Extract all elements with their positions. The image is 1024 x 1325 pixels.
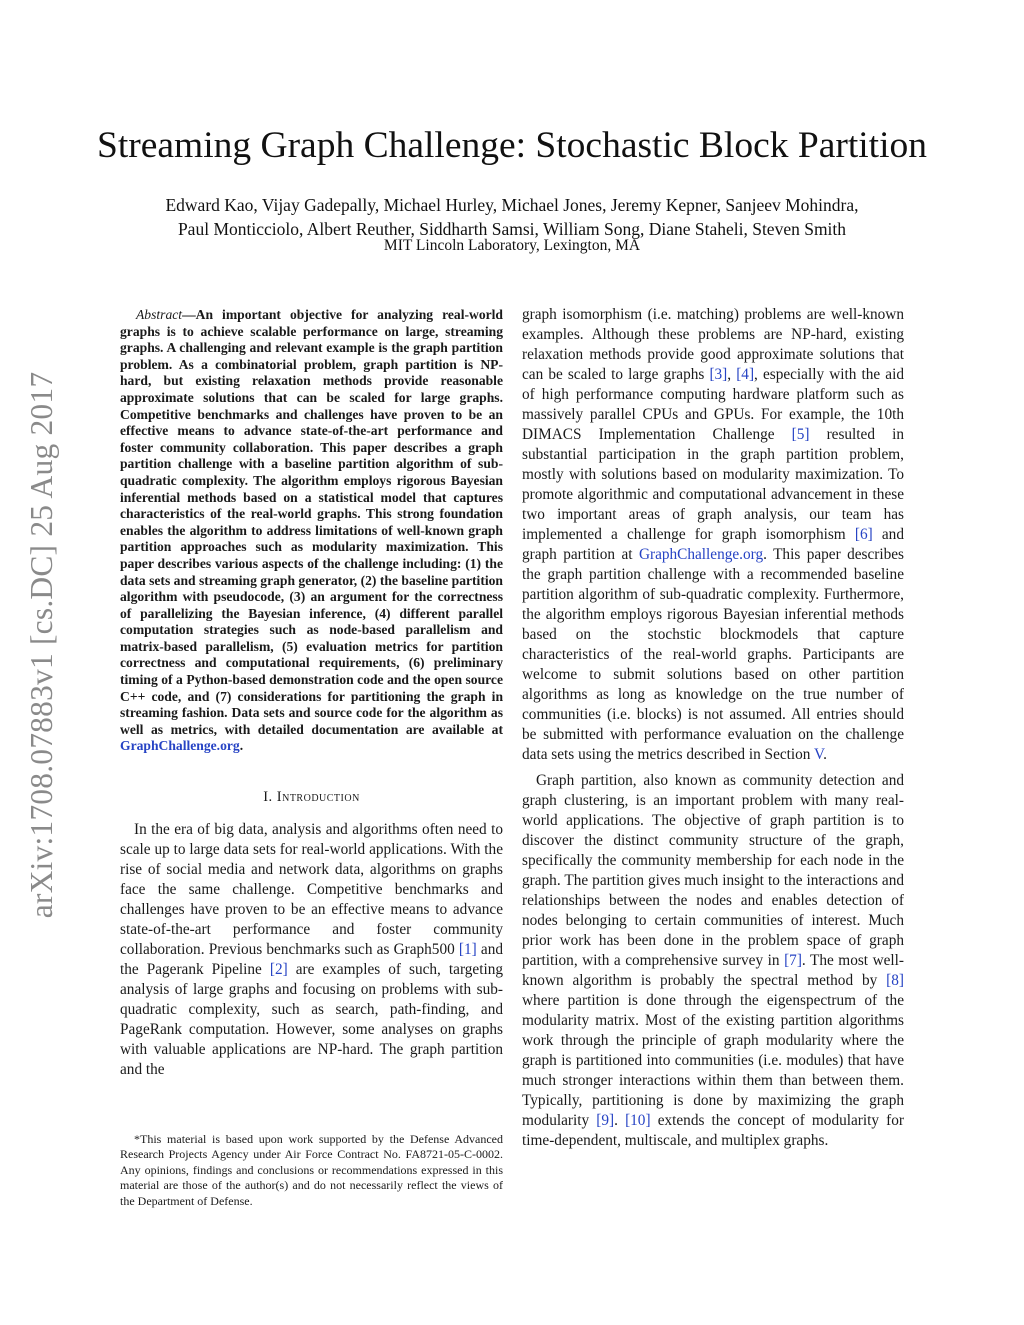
left-column	[120, 307, 503, 1080]
right-column	[522, 305, 904, 1151]
citation-link[interactable]: [6]	[854, 526, 873, 543]
abstract-text: —An important objective for analyzing real-world graphs is to achieve scalable performance on large, streaming graphs. A challenging and relevant example is the graph partition problem. As a combinatorial problem, graph partition is NP-hard, but existing relaxation methods provide reasonable approximate solutions that can be scaled for large graphs. Competitive benchmarks and challenges have proven to be an effective means to advance state-of-the-art performance and foster community collaboration. This paper describes a graph partition challenge with a baseline partition algorithm of sub-quadratic complexity. The algorithm employs rigorous Bayesian inferential methods based on a statistical model that captures characteristics of the real-world graphs. This strong foundation enables the algorithm to address limitations of well-known graph partition approaches such as modularity maximization. This paper describes various aspects of the challenge including: (1) the data sets and streaming graph generator, (2) the baseline partition algorithm with pseudocode, (3) an argument for the correctness of parallelizing the Bayesian inference, (4) different parallel computation strategies such as node-based parallelism and matrix-based parallelism, (5) evaluation metrics for partition correctness and computational requirements, (6) preliminary timing of a Python-based demonstration code and the open source C++ code, and (7) considerations for partitioning the graph in streaming fashion. Data sets and source code for the algorithm as well as metrics, with detailed documentation are available at	[120, 307, 503, 737]
body-text: . This paper describes the graph partition challenge with a recommended baseline partition algorithm of sub-quadratic complexity. Furthermore, the algorithm employs rigorous Bayesian inferential methods based on the stochstic blockmodels that capture characteristics of the real-world graphs. Participants are welcome to submit solutions based on other partition algorithms as long as knowledge on the true number of communities (i.e. blocks) is not assumed. All entries should be submitted with performance evaluation on the challenge data sets using the metrics described in Section	[522, 546, 904, 763]
citation-link[interactable]: [8]	[886, 972, 904, 989]
body-text: , especially with the aid of high performance computing hardware platform such as massively parallel CPUs and GPUs. For example, the 10th DIMACS Implementation Challenge	[522, 366, 904, 443]
abstract-end: .	[239, 738, 244, 754]
intro-text: are examples of such, targeting analysis of large graphs and focusing on problems with sub-quadratic complexity, such as search, path-finding, and PageRank computation. However, some analyses on graphs with valuable applications are NP-hard. The graph partition and the	[120, 961, 503, 1079]
body-text: graph isomorphism (i.e. matching) problems are well-known examples. Although these problems are NP-hard, existing relaxation methods provide good approximate solutions that can be scaled to large graphs	[522, 306, 904, 383]
body-text: extends the concept of modularity for time-dependent, multiscale, and multiplex graphs.	[522, 1112, 904, 1149]
funding-footnote: *This material is based upon work supported by the Defense Advanced Research Projects Agency under Air Force Contract No. FA8721-05-C-0002. Any opinions, findings and conclusions or recommendations expressed in this material are those of the author(s) and do not necessarily reflect the views of the Department of Defense.	[120, 1132, 503, 1208]
abstract	[120, 307, 503, 755]
authors-line-1: Edward Kao, Vijay Gadepally, Michael Hurley, Michael Jones, Jeremy Kepner, Sanjeev Mohindra,	[165, 195, 859, 215]
intro-text: In the era of big data, analysis and algorithms often need to scale up to large data sets for real-world applications. With the rise of social media and network data, algorithms on graphs face the same challenge. Competitive benchmarks and challenges have proven to be an effective means to advance state-of-the-art performance and foster community collaboration. Previous benchmarks such as Graph500	[120, 821, 503, 959]
right-paragraph-1	[522, 305, 904, 765]
citation-link[interactable]: [1]	[458, 941, 477, 959]
body-text: . The most well-known algorithm is probably the spectral method by	[522, 952, 905, 989]
affiliation: MIT Lincoln Laboratory, Lexington, MA	[383, 237, 641, 254]
citation-link[interactable]: [3]	[709, 366, 728, 383]
citation-link[interactable]: [2]	[269, 961, 288, 979]
citation-link[interactable]: [4]	[736, 366, 755, 383]
arxiv-sidebar	[10, 345, 74, 945]
citation-link[interactable]: [5]	[791, 426, 810, 443]
body-text: Graph partition, also known as community detection and graph clustering, is an important problem with many real-world applications. The objective of graph partition is to discover the distinct community structure of the graph, specifically the community membership for each node in the graph. The partition gives much insight to the interactions and relationships between the nodes and enables detection of nodes belonging to certain communities of interest. Much prior work has been done in the problem space of graph partition, with a comprehensive survey in	[522, 772, 904, 969]
section-link[interactable]: V	[814, 746, 824, 763]
abstract-link[interactable]: GraphChallenge.org	[120, 738, 240, 754]
graphchallenge-link[interactable]: GraphChallenge.org	[638, 546, 764, 563]
intro-text: and the Pagerank Pipeline	[120, 941, 503, 979]
citation-link[interactable]: [9]	[596, 1112, 615, 1129]
intro-paragraph-1	[120, 820, 503, 1080]
section-heading-introduction: I. Introduction	[263, 789, 360, 806]
body-text: where partition is done through the eigenspectrum of the modularity matrix. Most of the existing partition algorithms work through the principle of graph modularity where the graph is partitioned into communities (i.e. modules) that have much stronger interactions within them than between them. Typically, partitioning is done by maximizing the graph modularity	[522, 992, 904, 1129]
citation-link[interactable]: [7]	[784, 952, 802, 969]
authors-line-2: Paul Monticciolo, Albert Reuther, Siddharth Samsi, William Song, Diane Staheli, Steven Smith	[177, 219, 847, 239]
body-text: and graph partition at	[522, 526, 904, 563]
citation-link[interactable]: [10]	[625, 1112, 651, 1129]
body-text: .	[614, 1112, 626, 1129]
arxiv-identifier: arXiv:1708.07883v1 [cs.DC] 25 Aug 2017	[24, 371, 59, 919]
author-list	[0, 193, 1024, 241]
paper-title: Streaming Graph Challenge: Stochastic Block Partition	[96, 125, 928, 166]
body-text: ,	[727, 366, 737, 383]
body-text: .	[823, 746, 827, 763]
body-text: resulted in substantial participation in the graph partition problem, mostly with solutions based on modularity maximization. To promote algorithmic and computational advancement in these two important areas of graph analysis, our team has implemented a challenge for graph isomorphism	[522, 426, 904, 543]
right-paragraph-2	[522, 771, 904, 1151]
abstract-label: Abstract	[136, 307, 183, 322]
